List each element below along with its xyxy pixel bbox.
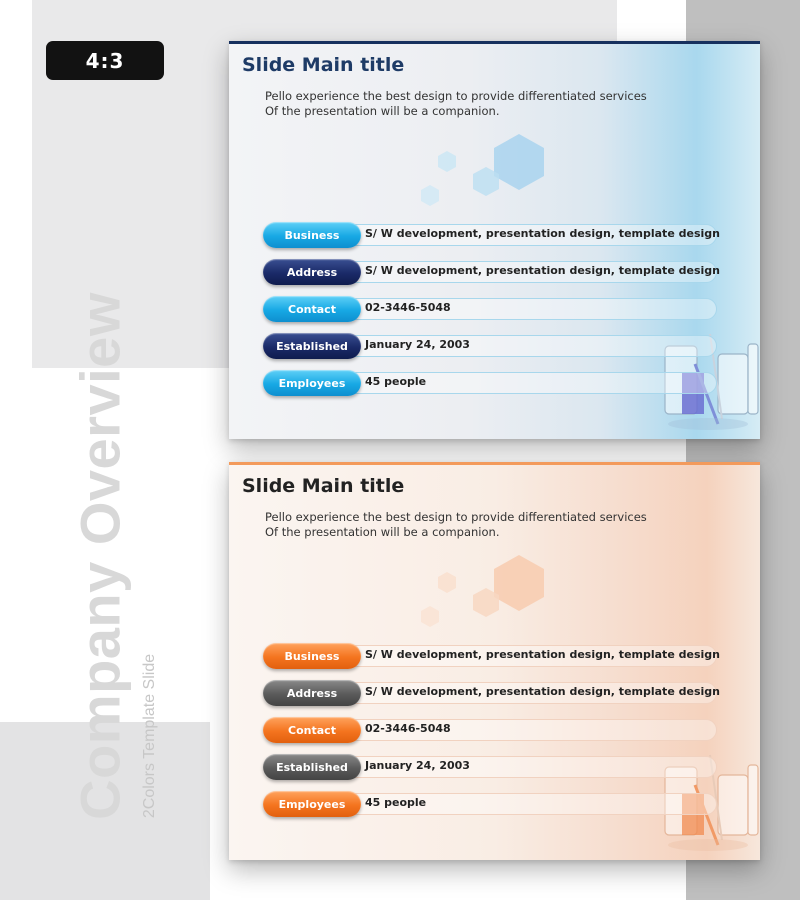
info-row xyxy=(263,296,723,322)
row-value: S/ W development, presentation design, template design xyxy=(365,227,720,240)
slide-preview-blue[interactable] xyxy=(229,41,760,439)
slide-subtitle-line: Pello experience the best design to provide differentiated services xyxy=(265,89,647,103)
slide-preview-orange[interactable] xyxy=(229,462,760,860)
info-row xyxy=(263,333,723,359)
info-row xyxy=(263,754,723,780)
slide-subtitle xyxy=(265,89,705,119)
info-row xyxy=(263,222,723,248)
slide-subtitle-line: Of the presentation will be a companion. xyxy=(265,525,500,539)
label-pill-established[interactable]: Established xyxy=(263,754,361,780)
slide-subtitle xyxy=(265,510,705,540)
info-row xyxy=(263,643,723,669)
side-title: Company Overview xyxy=(68,292,132,820)
info-row xyxy=(263,370,723,396)
label-pill-business[interactable]: Business xyxy=(263,222,361,248)
row-value: S/ W development, presentation design, template design xyxy=(365,648,720,661)
row-value: 02-3446-5048 xyxy=(365,722,451,735)
row-value: January 24, 2003 xyxy=(365,338,470,351)
label-pill-employees[interactable]: Employees xyxy=(263,791,361,817)
row-value: S/ W development, presentation design, template design xyxy=(365,264,720,277)
slide-title: Slide Main title xyxy=(242,54,405,76)
slide-subtitle-line: Of the presentation will be a companion. xyxy=(265,104,500,118)
row-value: 45 people xyxy=(365,375,427,388)
info-row xyxy=(263,259,723,285)
slide-title: Slide Main title xyxy=(242,475,405,497)
label-pill-address[interactable]: Address xyxy=(263,259,361,285)
label-pill-employees[interactable]: Employees xyxy=(263,370,361,396)
row-value: 02-3446-5048 xyxy=(365,301,451,314)
info-row xyxy=(263,680,723,706)
row-value: January 24, 2003 xyxy=(365,759,470,772)
label-pill-established[interactable]: Established xyxy=(263,333,361,359)
label-pill-address[interactable]: Address xyxy=(263,680,361,706)
row-value: S/ W development, presentation design, template design xyxy=(365,685,720,698)
label-pill-business[interactable]: Business xyxy=(263,643,361,669)
info-row xyxy=(263,791,723,817)
aspect-ratio-badge: 4:3 xyxy=(46,41,164,80)
row-value: 45 people xyxy=(365,796,427,809)
info-row xyxy=(263,717,723,743)
label-pill-contact[interactable]: Contact xyxy=(263,717,361,743)
label-pill-contact[interactable]: Contact xyxy=(263,296,361,322)
side-subtitle: 2Colors Template Slide xyxy=(141,653,158,819)
slide-subtitle-line: Pello experience the best design to provide differentiated services xyxy=(265,510,647,524)
